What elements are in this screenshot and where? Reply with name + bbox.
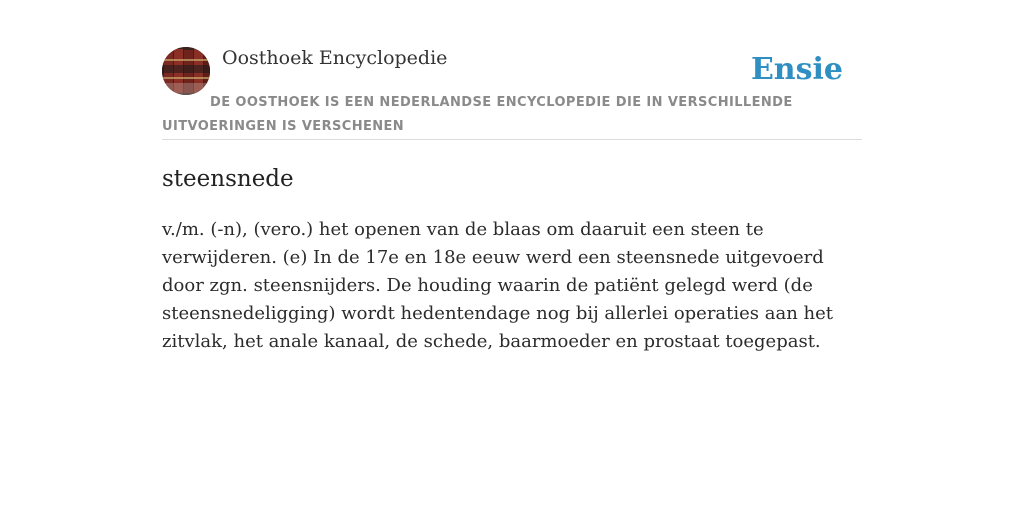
- site-header: [162, 46, 862, 140]
- site-tagline: DE OOSTHOEK IS EEN NEDERLANDSE ENCYCLOPEDIE DIE IN VERSCHILLENDE UITVOERINGEN IS VERSCHENEN: [162, 95, 793, 134]
- book-spines-icon[interactable]: [162, 47, 210, 95]
- site-title[interactable]: Oosthoek Encyclopedie: [222, 47, 448, 69]
- brand-logo-link[interactable]: Ensie: [750, 52, 843, 87]
- entry-title: steensnede: [162, 166, 294, 192]
- entry-definition: v./m. (-n), (vero.) het openen van de blaas om daaruit een steen te verwijderen. (e) In de 17e en 18e eeuw werd een steensnede uitgevoerd door zgn. steensnijders. De houding waarin de patiënt gelegd werd (de steensnedeligging) wordt hedentendage nog bij allerlei operaties aan het zitvlak, het anale kanaal, de schede, baarmoeder en prostaat toegepast.: [162, 219, 834, 352]
- page-container: [162, 46, 862, 352]
